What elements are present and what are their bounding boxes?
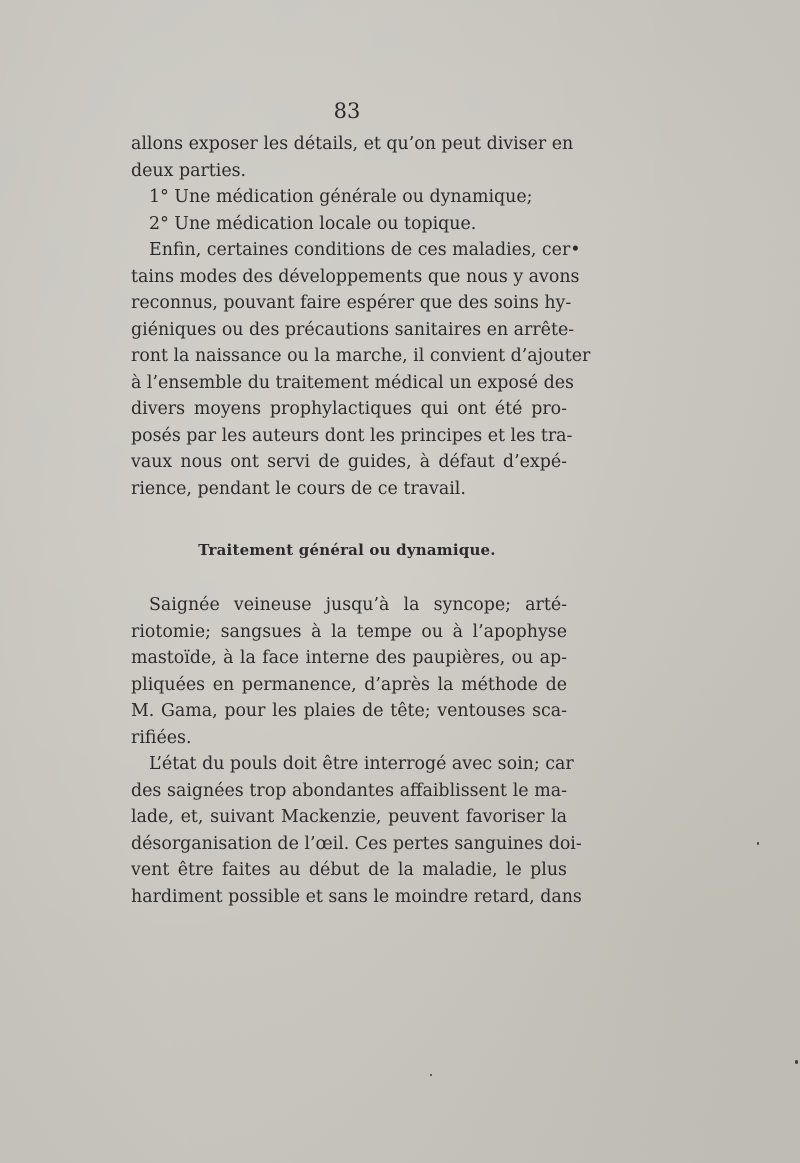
text-line: lade, et, suivant Mackenzie, peuvent favoriser la	[131, 807, 567, 827]
paragraph-treatment	[131, 592, 582, 910]
list-item: 2° Une médication locale ou topique.	[149, 213, 477, 234]
page-number: 83	[333, 99, 361, 123]
text-line: Enfin, certaines conditions de ces maladies, cer•	[149, 240, 581, 260]
text-line: vaux nous ont servi de guides, à défaut d’expé-	[131, 452, 567, 472]
text-line: ront la naissance ou la marche, il convient d’ajouter	[131, 346, 591, 366]
paragraph-intro	[131, 131, 591, 502]
text-line: rifiées.	[131, 727, 192, 748]
text-line: à l’ensemble du traitement médical un exposé des	[131, 372, 574, 393]
text-line: giéniques ou des précautions sanitaires en arrête-	[131, 319, 575, 340]
text-line: rience, pendant le cours de ce travail.	[131, 478, 466, 499]
section-heading: Traitement général ou dynamique.	[198, 541, 496, 559]
text-line: hardiment possible et sans le moindre retard, dans	[131, 886, 582, 907]
text-line: M. Gama, pour les plaies de tête; ventouses sca-	[131, 701, 567, 721]
paper-speck	[430, 1074, 432, 1076]
text-line: désorganisation de l’œil. Ces pertes sanguines doi-	[131, 833, 582, 854]
text-line: riotomie; sangsues à la tempe ou à l’apophyse	[131, 621, 567, 642]
text-line: des saignées trop abondantes affaiblissent le ma-	[131, 780, 567, 801]
list-item: 1° Une médication générale ou dynamique;	[149, 187, 533, 207]
paper-speck	[757, 842, 759, 845]
text-line: L’état du pouls doit être interrogé avec soin; car	[149, 754, 574, 774]
text-line: deux parties.	[131, 160, 247, 181]
text-line: pliquées en permanence, d’après la méthode de	[131, 674, 567, 695]
text-line: vent être faites au début de la maladie, le plus	[131, 860, 567, 880]
text-line: mastoïde, à la face interne des paupières, ou ap-	[131, 648, 567, 668]
text-line: divers moyens prophylactiques qui ont été pro-	[131, 399, 567, 419]
text-line: tains modes des développements que nous y avons	[131, 266, 580, 287]
text-line: allons exposer les détails, et qu’on peut diviser en	[131, 134, 574, 154]
text-line: Saignée veineuse jusqu’à la syncope; arté-	[149, 595, 567, 615]
paper-speck	[795, 1060, 798, 1064]
text-line: reconnus, pouvant faire espérer que des soins hy-	[131, 293, 572, 313]
text-line: posés par les auteurs dont les principes et les tra-	[131, 425, 573, 446]
